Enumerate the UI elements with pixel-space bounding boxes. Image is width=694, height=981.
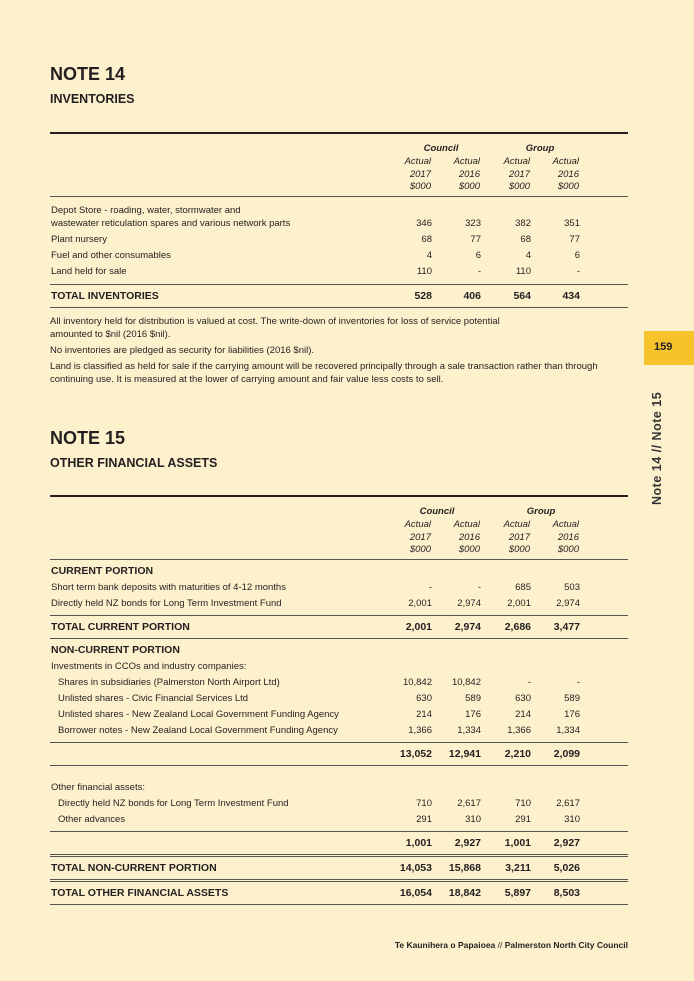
council-header: Council [423,143,459,154]
table-row: Directly held NZ bonds for Long Term Investment Fund 710 2,617 710 2,617 [58,798,580,809]
table-header [50,134,628,197]
table-row: Directly held NZ bonds for Long Term Investment Fund 2,001 2,974 2,001 2,974 [51,598,580,609]
financial-assets-table [50,495,628,905]
inventories-table [50,132,628,308]
other-subtotal-row: 1,001 2,927 1,001 2,927 [50,831,628,857]
total-inventories-row: TOTAL INVENTORIES 528 406 564 434 [50,284,628,308]
footer-org-maori: Te Kaunihera o Papaioea [394,940,496,950]
page-number: 159 [654,341,673,353]
col-header: Actual 2017 $000 [503,156,530,192]
total-current-row: TOTAL CURRENT PORTION 2,001 2,974 2,686 3,477 [50,615,628,639]
table-row: Plant nursery 68 77 68 77 [51,234,580,245]
note15-subtitle: OTHER FINANCIAL ASSETS [50,456,218,470]
note14-paragraph: No inventories are pledged as security for liabilities (2016 $nil). [50,345,315,356]
group-header: Group [525,143,555,154]
total-noncurrent-row: TOTAL NON-CURRENT PORTION 14,053 15,868 3,211 5,026 [50,857,628,882]
table-row: Other financial assets: [51,782,145,793]
col-header: Actual 2017 $000 [404,519,431,555]
col-header: Actual 2016 $000 [453,156,480,192]
table-row: Other advances 291 310 291 310 [58,814,580,825]
note14-paragraph: Land is classified as held for sale if the carrying amount will be recovered principally through a sale transaction rather than through continuing use. It is measured at the lower of carrying amount and fair value less costs to sell. [50,361,598,385]
total-other-financial-assets-row: TOTAL OTHER FINANCIAL ASSETS 16,054 18,842 5,897 8,503 [50,882,628,905]
side-section-label: Note 14 // Note 15 [650,391,664,505]
table-row: Unlisted shares - New Zealand Local Government Funding Agency 214 176 214 176 [58,709,580,720]
council-header: Council [419,506,455,517]
footer-separator: // [495,940,505,950]
table-row: Short term bank deposits with maturities of 4-12 months - - 685 503 [51,582,580,593]
note14-subtitle: INVENTORIES [50,92,135,106]
table-row: Investments in CCOs and industry companies: [51,661,247,672]
page-number-tab [644,331,694,365]
note14-title: NOTE 14 [50,64,126,84]
table-row: Land held for sale 110 - 110 - [51,266,580,277]
section-heading: NON-CURRENT PORTION [51,644,180,656]
note14-paragraph: All inventory held for distribution is valued at cost. The write-down of inventories for loss of service potential amounted to $nil (2016 $nil). [50,316,500,340]
col-header: Actual 2017 $000 [503,519,530,555]
footer [395,940,628,950]
cco-subtotal-row: 13,052 12,941 2,210 2,099 [50,742,628,766]
table-row: Unlisted shares - Civic Financial Services Ltd 630 589 630 589 [58,693,580,704]
group-header: Group [526,506,556,517]
table-header [50,497,628,560]
note15-title: NOTE 15 [50,428,126,448]
col-header: Actual 2016 $000 [453,519,480,555]
table-row: Fuel and other consumables 4 6 4 6 [51,250,580,261]
col-header: Actual 2017 $000 [404,156,431,192]
table-row: Depot Store - roading, water, stormwater and [51,205,241,216]
section-heading: CURRENT PORTION [51,565,154,577]
table-row: Borrower notes - New Zealand Local Government Funding Agency 1,366 1,334 1,366 1,334 [58,725,580,736]
table-row: wastewater reticulation spares and various network parts 346 323 382 351 [51,218,580,229]
col-header: Actual 2016 $000 [552,156,579,192]
col-header: Actual 2016 $000 [552,519,579,555]
footer-org: Palmerston North City Council [504,940,628,950]
table-row: Shares in subsidiaries (Palmerston North Airport Ltd) 10,842 10,842 - - [58,677,580,688]
